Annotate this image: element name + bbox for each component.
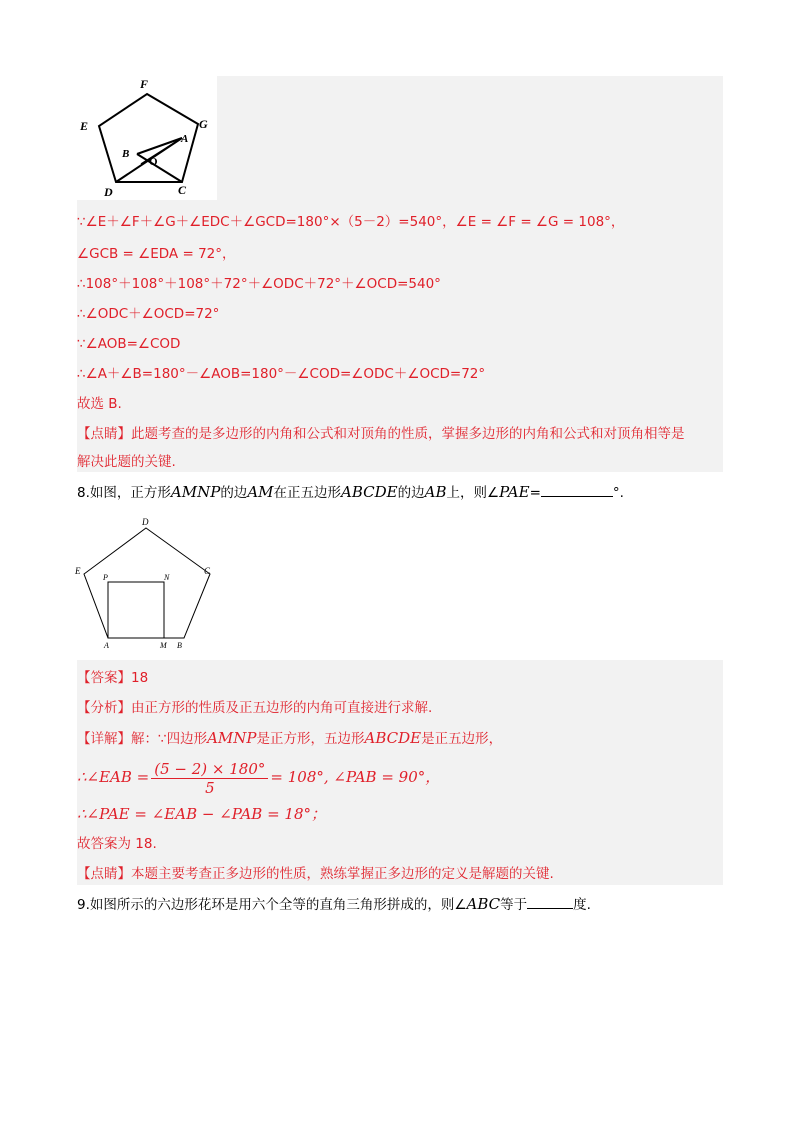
fig8-label-A: A	[104, 641, 109, 650]
fig8-label-E: E	[75, 566, 81, 576]
fraction: $\frac{(5 - 2) \times 180^\circ}{5}$	[151, 760, 268, 797]
label-F: F	[140, 77, 149, 91]
q8-detail: 【详解】解：∵四边形AMNP是正方形，五边形ABCDE是正五边形，	[77, 729, 503, 747]
q7-comment-line2: 解决此题的关键.	[77, 454, 176, 470]
q9-answer-blank[interactable]	[527, 894, 573, 909]
fig8-label-B: B	[177, 641, 182, 650]
q7-solution-line4: ∴∠ODC＋∠OCD=72°	[77, 306, 220, 322]
q8-answer: 【答案】18	[77, 670, 149, 686]
q8-comment: 【点睛】本题主要考查正多边形的性质，熟练掌握正多边形的定义是解题的关键.	[77, 866, 554, 882]
label-G: G	[199, 117, 208, 131]
q7-solution-line2: ∠GCB = ∠EDA = 72°，	[77, 246, 236, 262]
q8-number: 8.	[77, 485, 90, 501]
label-D: D	[104, 185, 113, 199]
q9-question: 9.如图所示的六边形花环是用六个全等的直角三角形拼成的，则∠ABC等于 度.	[77, 895, 591, 913]
q7-solution-line1: ∵∠E＋∠F＋∠G＋∠EDC＋∠GCD=180°×（5－2）=540°，∠E = ∠F = ∠G = 108°，	[77, 214, 625, 230]
q8-question: 8.如图，正方形AMNP的边AM在正五边形ABCDE的边AB上，则∠PAE= °.	[77, 483, 624, 501]
q7-choice: 故选 B.	[77, 396, 122, 412]
pentagon-figure-fgcde	[77, 76, 217, 200]
pentagon-square-figure	[72, 514, 222, 654]
label-A: A	[181, 133, 189, 145]
q7-solution-line3: ∴108°＋108°＋108°＋72°＋∠ODC＋72°＋∠OCD=540°	[77, 276, 441, 292]
label-B: B	[122, 148, 130, 160]
label-C: C	[178, 183, 187, 197]
q8-analysis: 【分析】由正方形的性质及正五边形的内角可直接进行求解.	[77, 700, 433, 716]
fig8-label-N: N	[164, 573, 170, 582]
fig8-label-P: P	[103, 573, 108, 582]
label-E: E	[80, 119, 89, 133]
fig8-label-C: C	[204, 566, 211, 576]
fig8-label-M: M	[160, 641, 167, 650]
q8-equation-1: ∴∠EAB = $\frac{(5 - 2) \times 180^\circ}{5}$ = 108°, ∠PAB = 90°，	[77, 759, 441, 797]
q7-solution-line6: ∴∠A＋∠B=180°－∠AOB=180°－∠COD=∠ODC＋∠OCD=72°	[77, 366, 486, 382]
q9-number: 9.	[77, 897, 90, 913]
q8-equation-2: ∴∠PAE = ∠EAB − ∠PAB = 18°；	[77, 805, 327, 823]
q8-final: 故答案为 18.	[77, 836, 157, 852]
q7-comment-line1: 【点睛】此题考查的是多边形的内角和公式和对顶角的性质，掌握多边形的内角和公式和对顶角相等是	[77, 426, 685, 442]
q7-solution-line5: ∵∠AOB=∠COD	[77, 336, 181, 352]
q8-answer-blank[interactable]	[541, 482, 613, 497]
label-O: O	[149, 156, 158, 168]
fig8-label-D: D	[142, 517, 149, 527]
